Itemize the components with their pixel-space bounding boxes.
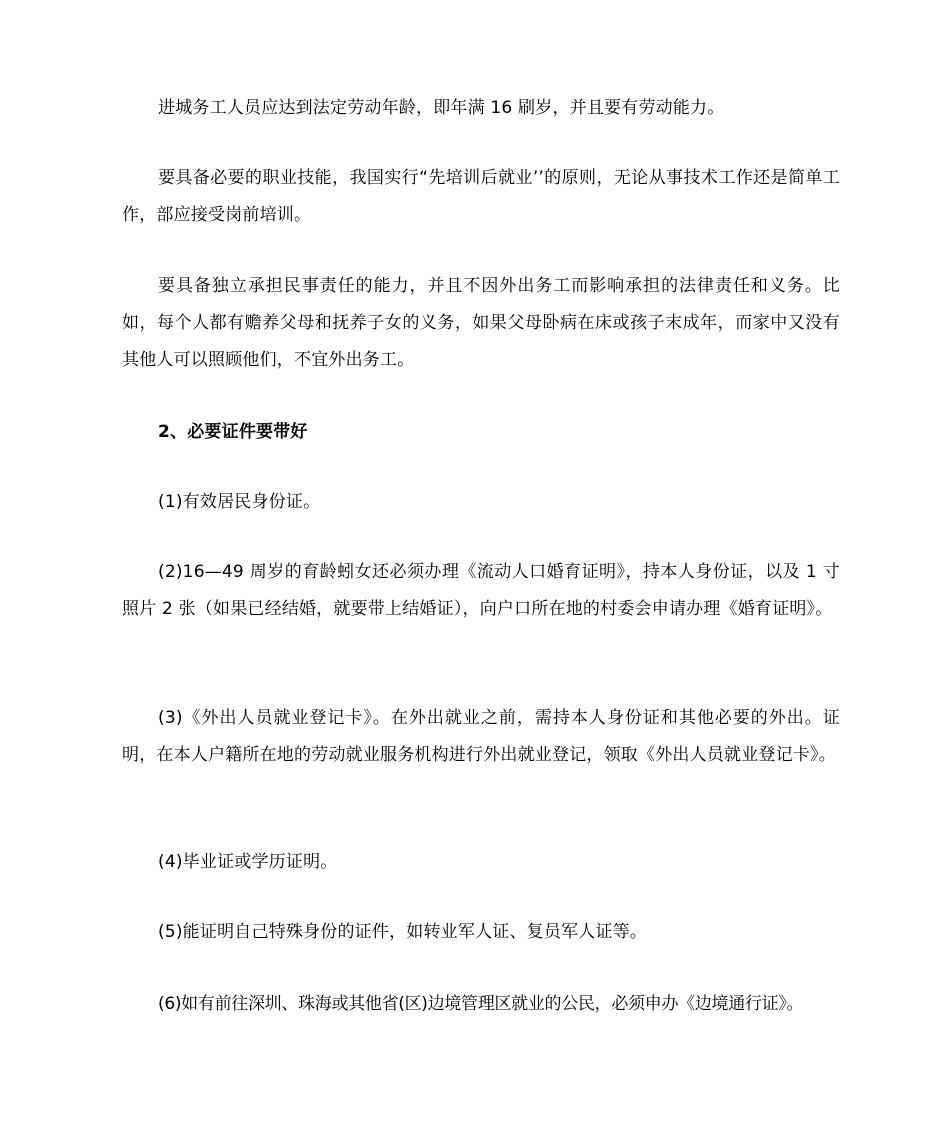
list-item-id-card: (1)有效居民身份证。 bbox=[158, 492, 321, 512]
list-item-diploma: (4)毕业证或学历证明。 bbox=[158, 852, 338, 872]
list-item-border-pass: (6)如有前往深圳、珠海或其他省(区)边境管理区就业的公民，必须申办《边境通行证》。 bbox=[158, 994, 804, 1014]
list-item-employment-card: (3)《外出人员就业登记卡》。在外出就业之前，需持本人身份证和其他必要的外出。证明，在本人户籍所在地的劳动就业服务机构进行外出就业登记，领取《外出人员就业登记卡》。 bbox=[122, 708, 840, 765]
list-item-marriage-certificate: (2)16—49 周岁的育龄蚓女还必须办理《流动人口婚育证明》，持本人身份证，以及 1 寸照片 2 张（如果已经结婚，就要带上结婚证），向户口所在地的村委会申请办理《婚育证明》。 bbox=[122, 562, 840, 619]
paragraph-civil-responsibility: 要具备独立承担民事责任的能力，并且不因外出务工而影响承担的法律责任和义务。比如，每个人都有赡养父母和抚养子女的义务，如果父母卧病在床或孩子末成年，而家中又没有其他人可以照顾他们，不宜外出务工。 bbox=[122, 276, 840, 370]
paragraph-age-requirement: 进城务工人员应达到法定劳动年龄，即年满 16 刷岁，并且要有劳动能力。 bbox=[158, 98, 725, 118]
list-item-special-identity: (5)能证明自己特殊身份的证件，如转业军人证、复员军人证等。 bbox=[158, 922, 648, 942]
section-heading-documents: 2、必要证件要带好 bbox=[158, 422, 308, 442]
paragraph-skills-training: 要具备必要的职业技能，我国实行“先培训后就业’’的原则，无论从事技术工作还是简单工作，部应接受岗前培训。 bbox=[122, 168, 840, 225]
